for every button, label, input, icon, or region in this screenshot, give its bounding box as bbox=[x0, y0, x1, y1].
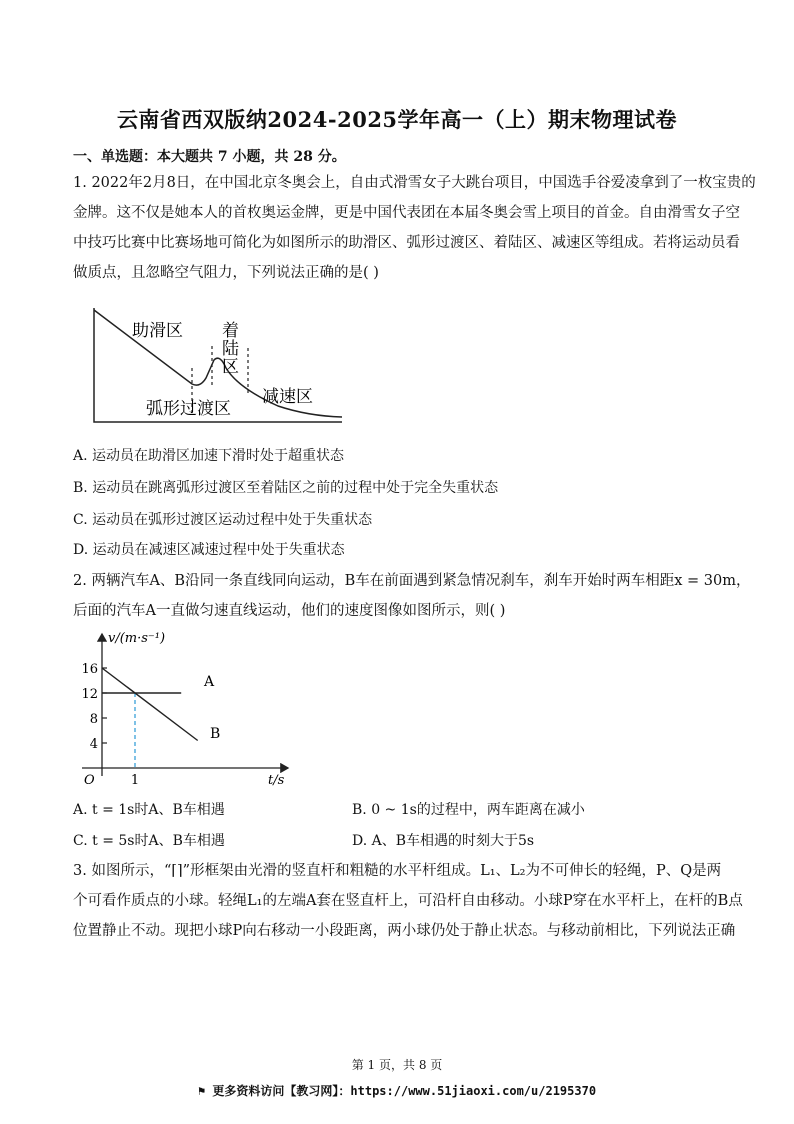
promo-text: 更多资料访问【教习网】：https://www.51jiaoxi.com/u/2195370 bbox=[212, 1084, 597, 1098]
label-zhuolu-3: 区 bbox=[222, 357, 239, 377]
question-3-text bbox=[73, 856, 743, 946]
y-axis-label: v/(m·s⁻¹) bbox=[108, 631, 166, 646]
label-jiansu: 减速区 bbox=[262, 387, 313, 407]
question-line: 3. 如图所示，“⌈⌉”形框架由光滑的竖直杆和粗糙的水平杆组成。L₁、L₂为不可伸长的轻绳，P、Q是两 bbox=[73, 863, 722, 879]
x-axis-label: t/s bbox=[268, 773, 285, 788]
question-line: 2. 两辆汽车A、B沿同一条直线同向运动，B车在前面遇到紧急情况刹车，刹车开始时两车相距x = 30m， bbox=[73, 573, 751, 589]
question-line: 做质点，且忽略空气阻力，下列说法正确的是( ) bbox=[73, 265, 379, 281]
q1-option-c: C. 运动员在弧形过渡区运动过程中处于失重状态 bbox=[73, 512, 373, 528]
label-huxing: 弧形过渡区 bbox=[146, 399, 231, 419]
label-zhuhua: 助滑区 bbox=[132, 321, 183, 341]
y-tick-label: 12 bbox=[81, 687, 98, 702]
q2-option-a: A. t = 1s时A、B车相遇 bbox=[73, 802, 225, 818]
question-line: 1. 2022年2月8日，在中国北京冬奥会上，自由式滑雪女子大跳台项目，中国选手谷爱凌拿到了一枚宝贵的 bbox=[73, 175, 756, 191]
y-tick-label: 4 bbox=[89, 737, 98, 752]
question-1-text bbox=[73, 168, 756, 288]
question-2-text bbox=[73, 566, 751, 626]
origin-label: O bbox=[84, 773, 95, 788]
q1-option-d: D. 运动员在减速区减速过程中处于失重状态 bbox=[73, 542, 345, 558]
q1-option-b: B. 运动员在跳离弧形过渡区至着陆区之前的过程中处于完全失重状态 bbox=[73, 480, 499, 496]
label-zhuolu-2: 陆 bbox=[222, 339, 239, 359]
ski-slope-figure bbox=[88, 306, 348, 428]
question-line: 位置静止不动。现把小球P向右移动一小段距离，两小球仍处于静止状态。与移动前相比，下列说法正确 bbox=[73, 923, 736, 939]
q2-option-c: C. t = 5s时A、B车相遇 bbox=[73, 833, 225, 849]
question-line: 后面的汽车A一直做匀速直线运动，他们的速度图像如图所示，则( ) bbox=[73, 603, 506, 619]
y-tick-label: 8 bbox=[89, 712, 98, 727]
q2-option-b: B. 0 ~ 1s的过程中，两车距离在减小 bbox=[352, 802, 585, 818]
series-label-b: B bbox=[210, 726, 221, 742]
question-line: 个可看作质点的小球。轻绳L₁的左端A套在竖直杆上，可沿杆自由移动。小球P穿在水平杆上，在杆的B点 bbox=[73, 893, 743, 909]
section-heading: 一、单选题：本大题共 7 小题，共 28 分。 bbox=[73, 149, 346, 165]
page-title: 云南省西双版纳2024-2025学年高一（上）期末物理试卷 bbox=[116, 107, 678, 132]
q2-option-d: D. A、B车相遇的时刻大于5s bbox=[352, 833, 535, 849]
y-tick-label: 16 bbox=[81, 662, 98, 677]
flag-icon: ⚑ bbox=[197, 1084, 213, 1098]
label-zhuolu-1: 着 bbox=[222, 321, 239, 341]
question-line: 金牌。这不仅是她本人的首枚奥运金牌，更是中国代表团在本届冬奥会雪上项目的首金。自由滑雪女子空 bbox=[73, 205, 740, 221]
promo-link[interactable] bbox=[0, 1082, 794, 1099]
q1-option-a: A. 运动员在助滑区加速下滑时处于超重状态 bbox=[73, 448, 345, 464]
series-label-a: A bbox=[204, 674, 215, 690]
velocity-time-graph bbox=[72, 628, 298, 788]
page-number: 第 1 页，共 8 页 bbox=[351, 1058, 443, 1072]
question-line: 中技巧比赛中比赛场地可简化为如图所示的助滑区、弧形过渡区、着陆区、减速区等组成。若将运动员看 bbox=[73, 235, 740, 251]
x-tick-label: 1 bbox=[130, 773, 140, 788]
series-line-b bbox=[102, 668, 198, 741]
